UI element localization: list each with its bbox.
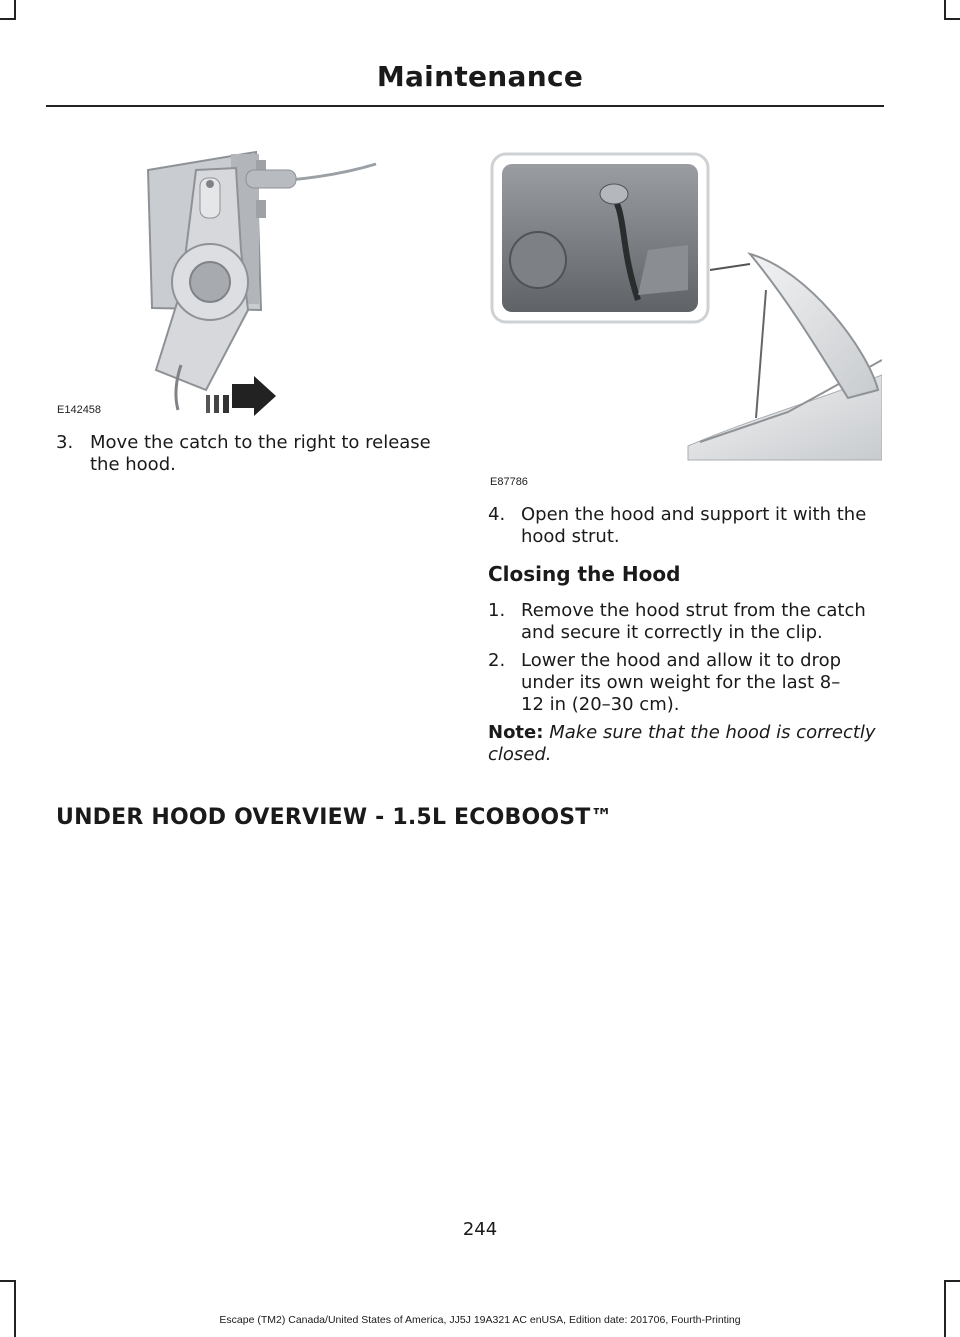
section-heading: UNDER HOOD OVERVIEW - 1.5L ECOBOOST™ [56,805,613,830]
step-number: 2. [488,650,506,671]
step-number: 1. [488,600,506,621]
hood-catch-illustration [56,140,446,420]
edition-footer: Escape (TM2) Canada/United States of America, JJ5J 19A321 AC enUSA, Edition date: 201706, Fourth-Printing [219,1314,741,1326]
crop-mark [14,0,16,20]
closing-hood-heading: Closing the Hood [488,562,681,586]
figure-code-right: E87786 [490,476,528,488]
list-item [488,650,884,716]
step-text: Open the hood and support it with the hood strut. [521,504,867,547]
header-divider [46,105,884,107]
crop-mark [0,1280,16,1282]
step-text: Remove the hood strut from the catch and secure it correctly in the clip. [521,600,866,643]
crop-mark [944,18,960,20]
note-label: Note: [488,722,544,743]
step-text: Lower the hood and allow it to drop under its own weight for the last 8–12 in (20–30 cm). [521,650,842,715]
note [488,722,884,766]
hood-strut-illustration [488,150,882,466]
list-item [56,432,444,476]
list-item [488,504,884,548]
page-number: 244 [462,1219,498,1240]
crop-mark [944,0,946,20]
step-number: 4. [488,504,506,525]
page-title: Maintenance [376,60,584,93]
list-item [488,600,884,644]
figure-code-left: E142458 [57,404,102,416]
crop-mark [14,1280,16,1337]
step-number: 3. [56,432,74,453]
crop-mark [944,1280,946,1337]
note-text: Make sure that the hood is correctly closed. [488,722,876,765]
step-text: Move the catch to the right to release the hood. [90,432,431,475]
crop-mark [0,18,16,20]
arrow-right-icon [206,376,276,416]
crop-mark [944,1280,960,1282]
